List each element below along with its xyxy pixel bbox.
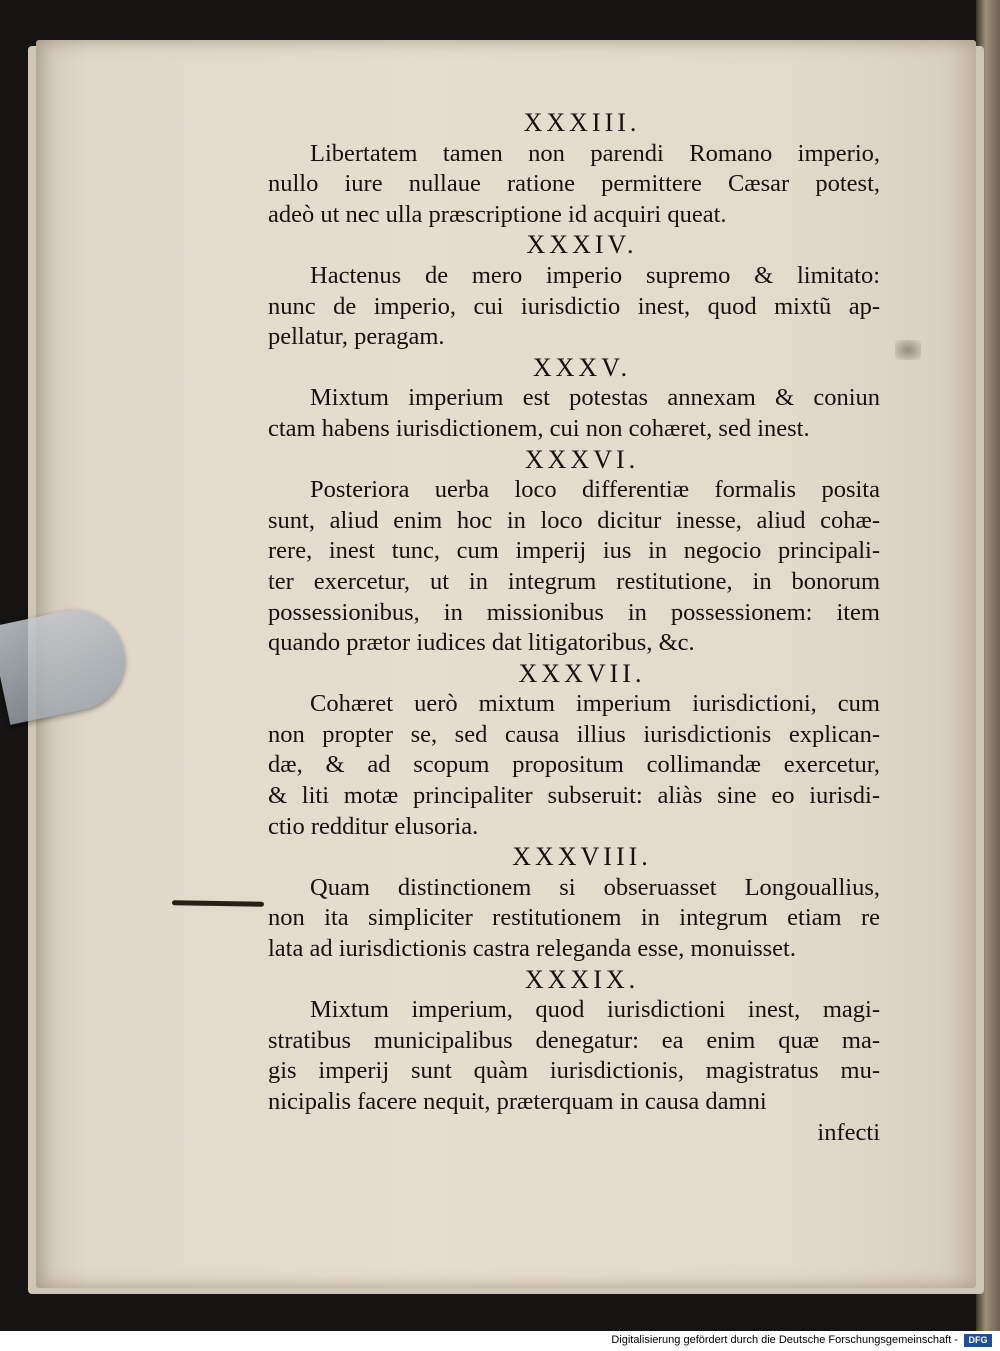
catchword: infecti	[817, 1118, 880, 1146]
text-line: nicipalis facere nequit, præterquam in causa damni	[268, 1088, 767, 1115]
sections	[268, 108, 880, 1118]
text-line: pellatur, peragam.	[268, 323, 445, 351]
text-line: Posteriora uerba loco differentiæ formalis posita	[310, 476, 880, 504]
text-line: quando prætor iudices dat litigatoribus, &c.	[268, 629, 695, 657]
section-numeral: XXXIV.	[526, 230, 638, 260]
section-numeral: XXXIII.	[523, 108, 641, 137]
text-line: & liti motæ principaliter subseruit: aliàs sine eo iurisdi-	[268, 782, 880, 810]
text-line: Libertatem tamen non parendi Romano imperio,	[310, 139, 880, 167]
text-line: ctio redditur elusoria.	[268, 812, 479, 840]
dfg-logo: DFG	[964, 1334, 992, 1347]
text-line: rere, inest tunc, cum imperij ius in negocio principali-	[268, 537, 880, 565]
text-line: Mixtum imperium est potestas annexam & coniun	[310, 384, 880, 412]
section-numeral: XXXV.	[532, 352, 632, 382]
text-line: adeò ut nec ulla præscriptione id acquiri queat.	[268, 200, 727, 228]
text-line: sunt, aliud enim hoc in loco dicitur inesse, aliud cohæ-	[268, 506, 880, 534]
section-numeral: XXXVI.	[524, 444, 640, 474]
text-line: Hactenus de mero imperio supremo & limitato:	[310, 261, 880, 289]
text-line: Quam distinctionem si obseruasset Longouallius,	[310, 873, 880, 901]
text-line: Mixtum imperium, quod iurisdictioni inest, magi-	[310, 996, 880, 1024]
text-line: possessionibus, in missionibus in possessionem: item	[268, 598, 880, 626]
text-line: stratibus municipalibus denegatur: ea enim quæ ma-	[268, 1026, 880, 1054]
text-line: dæ, & ad scopum propositum collimandæ exercetur,	[268, 751, 880, 779]
section-numeral: XXXVIII.	[512, 842, 652, 872]
text-line: nunc de imperio, cui iurisdictio inest, quod mixtũ ap-	[268, 292, 880, 320]
page-text	[268, 108, 880, 1148]
text-line: ter exercetur, ut in integrum restitutione, in bonorum	[268, 567, 880, 595]
section-numeral: XXXIX.	[524, 964, 640, 994]
text-line: nullo iure nullaue ratione permittere Cæsar potest,	[268, 170, 880, 198]
section-numeral: XXXVII.	[518, 658, 646, 688]
text-line: Cohæret uerò mixtum imperium iurisdictioni, cum	[310, 690, 880, 718]
text-line: lata ad iurisdictionis castra releganda esse, monuisset.	[268, 935, 796, 963]
text-line: ctam habens iurisdictionem, cui non cohæret, sed inest.	[268, 414, 810, 442]
text-line: non ita simpliciter restitutionem in integrum etiam re	[268, 904, 880, 932]
text-line: gis imperij sunt quàm iurisdictionis, magistratus mu-	[268, 1057, 880, 1085]
footer-credit: Digitalisierung gefördert durch die Deutsche Forschungsgemeinschaft -	[611, 1334, 958, 1346]
ink-smudge	[895, 340, 921, 360]
text-line: non propter se, sed causa illius iurisdictionis explican-	[268, 720, 880, 748]
